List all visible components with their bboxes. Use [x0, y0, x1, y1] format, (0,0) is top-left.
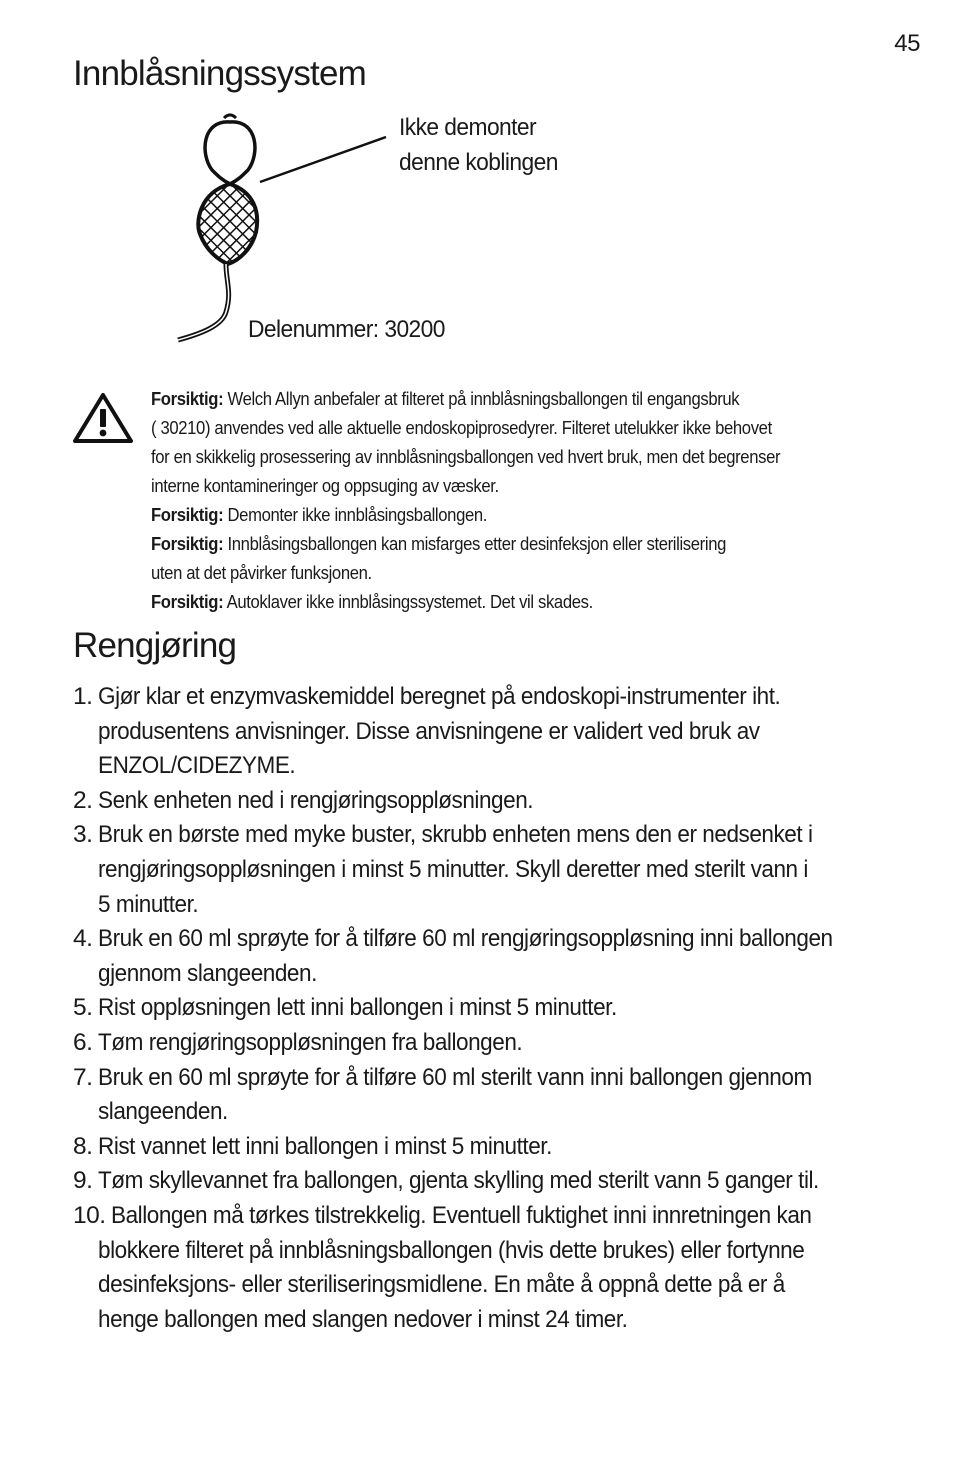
- page-number: 45: [894, 30, 920, 57]
- step-text: gjennom slangeenden.: [98, 959, 317, 987]
- step-text: henge ballongen med slangen nedover i minst 24 timer.: [98, 1305, 628, 1333]
- caution-note: [151, 500, 911, 529]
- callout-text: [399, 110, 558, 180]
- callout-line: Ikke demonter: [399, 114, 537, 141]
- caution-text: Autoklaver ikke innblåsingssystemet. Det vil skades.: [223, 591, 593, 612]
- step-text: Bruk en børste med myke buster, skrubb enheten mens den er nedsenket i: [98, 821, 813, 849]
- step-text: produsentens anvisninger. Disse anvisningene er validert ved bruk av: [98, 717, 760, 745]
- caution-text: Innblåsingsballongen kan misfarges etter desinfeksjon eller sterilisering: [223, 533, 727, 554]
- step-text: Rist vannet lett inni ballongen i minst 5 minutter.: [98, 1132, 552, 1160]
- list-item: [73, 1164, 923, 1199]
- step-text: 5 minutter.: [98, 890, 199, 918]
- step-number: 6.: [73, 1028, 93, 1056]
- list-item: [73, 991, 923, 1026]
- step-text: blokkere filteret på innblåsningsballongen (hvis dette brukes) eller fortynne: [98, 1236, 805, 1264]
- step-text: Bruk en 60 ml sprøyte for å tilføre 60 ml sterilt vann inni ballongen gjennom: [98, 1063, 812, 1091]
- list-item: [73, 784, 923, 819]
- caution-label: Forsiktig:: [151, 388, 224, 409]
- step-number: 7.: [73, 1063, 93, 1091]
- caution-note: [151, 587, 911, 616]
- caution-label: Forsiktig:: [151, 591, 224, 612]
- caution-text: for en skikkelig prosessering av innblåsningsballongen ved hvert bruk, men det begrenser: [151, 446, 781, 467]
- step-text: Bruk en 60 ml sprøyte for å tilføre 60 ml rengjøringsoppløsning inni ballongen: [98, 925, 833, 953]
- list-item: [73, 1026, 923, 1061]
- list-item: [73, 922, 923, 991]
- step-text: Tøm rengjøringsoppløsningen fra ballongen.: [98, 1028, 523, 1056]
- step-number: 2.: [73, 786, 93, 814]
- caution-text: interne kontamineringer og oppsuging av væsker.: [151, 475, 499, 496]
- caution-text: ( 30210) anvendes ved alle aktuelle endoskopiprosedyrer. Filteret utelukker ikke behovet: [151, 417, 772, 438]
- list-item: [73, 1199, 923, 1337]
- section-title-cleaning: Rengjøring: [73, 626, 237, 665]
- step-text: Ballongen må tørkes tilstrekkelig. Eventuell fuktighet inni innretningen kan: [111, 1201, 812, 1229]
- step-text: Rist oppløsningen lett inni ballongen i minst 5 minutter.: [98, 994, 617, 1022]
- step-text: rengjøringsoppløsningen i minst 5 minutter. Skyll deretter med sterilt vann i: [98, 855, 808, 883]
- caution-notes: [151, 384, 911, 616]
- step-text: Senk enheten ned i rengjøringsoppløsningen.: [98, 786, 534, 814]
- caution-text: Welch Allyn anbefaler at filteret på innblåsningsballongen til engangsbruk: [223, 388, 740, 409]
- list-item: [73, 1061, 923, 1130]
- step-text: Tøm skyllevannet fra ballongen, gjenta skylling med sterilt vann 5 ganger til.: [98, 1167, 819, 1195]
- callout-line: denne koblingen: [399, 149, 558, 176]
- caution-text: uten at det påvirker funksjonen.: [151, 562, 372, 583]
- caution-text: Demonter ikke innblåsingsballongen.: [223, 504, 488, 525]
- step-text: Gjør klar et enzymvaskemiddel beregnet på endoskopi-instrumenter iht.: [98, 683, 781, 710]
- callout-leader-line: [260, 137, 386, 182]
- list-item: [73, 680, 923, 784]
- caution-note: [151, 529, 911, 587]
- caution-label: Forsiktig:: [151, 533, 224, 554]
- step-number: 10.: [73, 1201, 106, 1229]
- step-text: ENZOL/CIDEZYME.: [98, 752, 296, 780]
- warning-triangle-icon: [72, 392, 134, 444]
- step-number: 3.: [73, 821, 93, 849]
- step-number: 1.: [73, 683, 93, 710]
- section-title-insufflation-system: Innblåsningssystem: [73, 54, 366, 93]
- step-number: 5.: [73, 994, 93, 1022]
- step-text: desinfeksjons- eller steriliseringsmidlene. En måte å oppnå dette på er å: [98, 1271, 785, 1299]
- list-item: [73, 1130, 923, 1165]
- caution-note: [151, 384, 911, 500]
- caution-label: Forsiktig:: [151, 504, 224, 525]
- list-item: [73, 818, 923, 922]
- step-number: 4.: [73, 925, 93, 953]
- step-number: 9.: [73, 1167, 93, 1195]
- step-text: slangeenden.: [98, 1098, 228, 1126]
- step-number: 8.: [73, 1132, 93, 1160]
- cleaning-steps-list: [73, 680, 923, 1337]
- part-number: Delenummer: 30200: [248, 316, 445, 343]
